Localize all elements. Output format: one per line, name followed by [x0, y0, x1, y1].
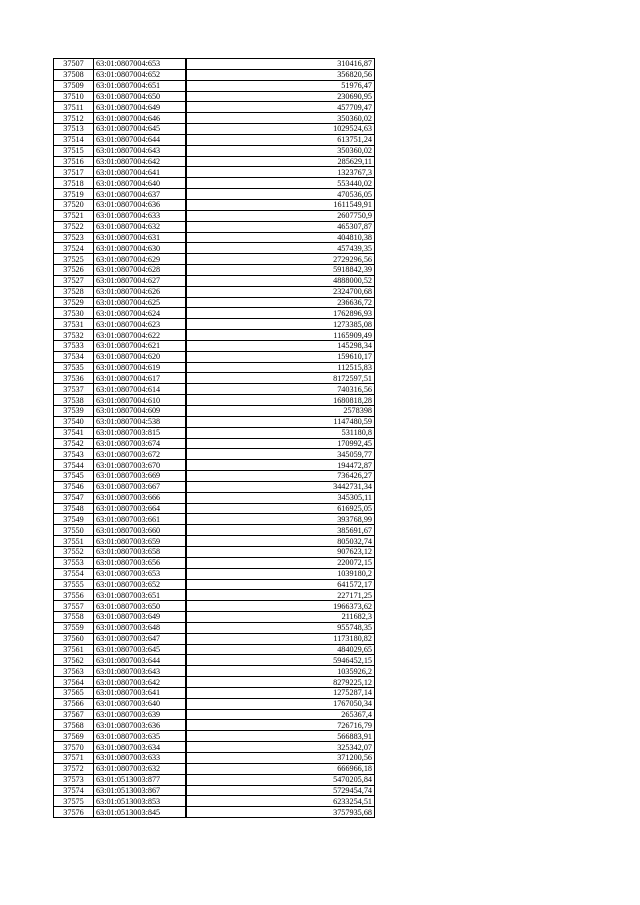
table-body — [54, 59, 375, 818]
cadastral-value: 457709,47 — [186, 102, 375, 113]
row-number: 37515 — [54, 145, 94, 156]
row-number: 37547 — [54, 492, 94, 503]
cadastral-value: 404810,38 — [186, 232, 375, 243]
table-row — [54, 471, 375, 482]
cadastral-number: 63:01:0807004:649 — [94, 102, 187, 113]
cadastral-value: 220072,15 — [186, 557, 375, 568]
table-row — [54, 677, 375, 688]
cadastral-value: 8279225,12 — [186, 677, 375, 688]
cadastral-value: 350360,02 — [186, 113, 375, 124]
table-row — [54, 731, 375, 742]
cadastral-number: 63:01:0807004:621 — [94, 340, 187, 351]
cadastral-number: 63:01:0807003:672 — [94, 449, 187, 460]
row-number: 37555 — [54, 579, 94, 590]
row-number: 37517 — [54, 167, 94, 178]
row-number: 37576 — [54, 807, 94, 818]
table-row — [54, 113, 375, 124]
table-row — [54, 406, 375, 417]
cadastral-value: 8172597,51 — [186, 373, 375, 384]
row-number: 37568 — [54, 720, 94, 731]
cadastral-value: 194472,87 — [186, 460, 375, 471]
cadastral-value: 613751,24 — [186, 134, 375, 145]
table-row — [54, 156, 375, 167]
table-row — [54, 796, 375, 807]
cadastral-number: 63:01:0807003:653 — [94, 568, 187, 579]
cadastral-number: 63:01:0513003:867 — [94, 785, 187, 796]
row-number: 37511 — [54, 102, 94, 113]
cadastral-value: 907623,12 — [186, 546, 375, 557]
cadastral-number: 63:01:0807004:631 — [94, 232, 187, 243]
row-number: 37549 — [54, 514, 94, 525]
table-row — [54, 655, 375, 666]
table-row — [54, 340, 375, 351]
table-row — [54, 59, 375, 70]
row-number: 37536 — [54, 373, 94, 384]
cadastral-value: 3442731,34 — [186, 481, 375, 492]
table-row — [54, 395, 375, 406]
table-row — [54, 807, 375, 818]
row-number: 37530 — [54, 308, 94, 319]
cadastral-number: 63:01:0807004:624 — [94, 308, 187, 319]
cadastral-number: 63:01:0807003:652 — [94, 579, 187, 590]
table-row — [54, 438, 375, 449]
table-row — [54, 189, 375, 200]
cadastral-value: 641572,17 — [186, 579, 375, 590]
cadastral-number: 63:01:0807004:640 — [94, 178, 187, 189]
cadastral-value: 1966373,62 — [186, 601, 375, 612]
cadastral-value: 1147480,59 — [186, 416, 375, 427]
cadastral-value: 1611549,91 — [186, 199, 375, 210]
row-number: 37541 — [54, 427, 94, 438]
cadastral-number: 63:01:0807004:651 — [94, 80, 187, 91]
table-row — [54, 720, 375, 731]
cadastral-number: 63:01:0807004:630 — [94, 243, 187, 254]
cadastral-number: 63:01:0807003:667 — [94, 481, 187, 492]
cadastral-number: 63:01:0807004:614 — [94, 384, 187, 395]
cadastral-number: 63:01:0807004:622 — [94, 330, 187, 341]
row-number: 37559 — [54, 622, 94, 633]
cadastral-number: 63:01:0807003:661 — [94, 514, 187, 525]
cadastral-number: 63:01:0807004:632 — [94, 221, 187, 232]
table-row — [54, 633, 375, 644]
row-number: 37528 — [54, 286, 94, 297]
table-row — [54, 232, 375, 243]
table-row — [54, 319, 375, 330]
cadastral-value: 1035926,2 — [186, 666, 375, 677]
cadastral-value: 2729296,56 — [186, 254, 375, 265]
cadastral-number: 63:01:0807004:538 — [94, 416, 187, 427]
table-row — [54, 362, 375, 373]
row-number: 37548 — [54, 503, 94, 514]
cadastral-value: 1273385,08 — [186, 319, 375, 330]
row-number: 37558 — [54, 612, 94, 623]
cadastral-value: 356820,56 — [186, 69, 375, 80]
row-number: 37542 — [54, 438, 94, 449]
cadastral-value: 740316,56 — [186, 384, 375, 395]
cadastral-value: 159610,17 — [186, 351, 375, 362]
cadastral-number: 63:01:0807003:634 — [94, 742, 187, 753]
cadastral-number: 63:01:0807003:649 — [94, 612, 187, 623]
table-row — [54, 590, 375, 601]
row-number: 37562 — [54, 655, 94, 666]
row-number: 37561 — [54, 644, 94, 655]
cadastral-number: 63:01:0807004:643 — [94, 145, 187, 156]
row-number: 37567 — [54, 709, 94, 720]
cadastral-value: 227171,25 — [186, 590, 375, 601]
table-row — [54, 763, 375, 774]
table-row — [54, 492, 375, 503]
cadastral-value: 955748,35 — [186, 622, 375, 633]
table-row — [54, 612, 375, 623]
table-row — [54, 178, 375, 189]
cadastral-number: 63:01:0807003:674 — [94, 438, 187, 449]
cadastral-value: 1323767,3 — [186, 167, 375, 178]
table-row — [54, 536, 375, 547]
cadastral-value: 1029524,63 — [186, 124, 375, 135]
cadastral-value: 5918842,39 — [186, 265, 375, 276]
cadastral-number: 63:01:0807003:658 — [94, 546, 187, 557]
row-number: 37514 — [54, 134, 94, 145]
cadastral-number: 63:01:0807004:645 — [94, 124, 187, 135]
cadastral-value: 3757935,68 — [186, 807, 375, 818]
cadastral-value: 5470205,84 — [186, 774, 375, 785]
cadastral-value: 385691,67 — [186, 525, 375, 536]
table-row — [54, 265, 375, 276]
cadastral-number: 63:01:0807003:660 — [94, 525, 187, 536]
cadastral-value: 805032,74 — [186, 536, 375, 547]
cadastral-number: 63:01:0807003:640 — [94, 698, 187, 709]
table-row — [54, 134, 375, 145]
cadastral-number: 63:01:0807003:669 — [94, 471, 187, 482]
cadastral-value: 1762896,93 — [186, 308, 375, 319]
row-number: 37534 — [54, 351, 94, 362]
cadastral-number: 63:01:0807003:642 — [94, 677, 187, 688]
cadastral-number: 63:01:0807003:815 — [94, 427, 187, 438]
table-row — [54, 709, 375, 720]
cadastral-number: 63:01:0807003:659 — [94, 536, 187, 547]
table-row — [54, 601, 375, 612]
cadastral-number: 63:01:0807004:633 — [94, 210, 187, 221]
cadastral-number: 63:01:0807003:664 — [94, 503, 187, 514]
cadastral-value: 112515,83 — [186, 362, 375, 373]
table-row — [54, 666, 375, 677]
row-number: 37532 — [54, 330, 94, 341]
cadastral-value: 2324700,68 — [186, 286, 375, 297]
cadastral-value: 2607750,9 — [186, 210, 375, 221]
cadastral-value: 1680818,28 — [186, 395, 375, 406]
cadastral-number: 63:01:0807003:636 — [94, 720, 187, 731]
cadastral-number: 63:01:0513003:853 — [94, 796, 187, 807]
table-row — [54, 546, 375, 557]
cadastral-value: 1173180,82 — [186, 633, 375, 644]
table-row — [54, 254, 375, 265]
row-number: 37570 — [54, 742, 94, 753]
row-number: 37566 — [54, 698, 94, 709]
cadastral-value: 285629,11 — [186, 156, 375, 167]
cadastral-value: 484029,65 — [186, 644, 375, 655]
row-number: 37543 — [54, 449, 94, 460]
row-number: 37574 — [54, 785, 94, 796]
row-number: 37556 — [54, 590, 94, 601]
row-number: 37527 — [54, 275, 94, 286]
cadastral-number: 63:01:0807004:617 — [94, 373, 187, 384]
cadastral-value: 4888000,52 — [186, 275, 375, 286]
cadastral-value: 1275287,14 — [186, 687, 375, 698]
cadastral-number: 63:01:0807003:645 — [94, 644, 187, 655]
row-number: 37526 — [54, 265, 94, 276]
cadastral-number: 63:01:0807004:644 — [94, 134, 187, 145]
row-number: 37516 — [54, 156, 94, 167]
cadastral-number: 63:01:0807004:642 — [94, 156, 187, 167]
table-row — [54, 221, 375, 232]
table-row — [54, 167, 375, 178]
row-number: 37520 — [54, 199, 94, 210]
row-number: 37544 — [54, 460, 94, 471]
cadastral-number: 63:01:0807004:653 — [94, 59, 187, 70]
cadastral-number: 63:01:0807004:636 — [94, 199, 187, 210]
table-row — [54, 124, 375, 135]
table-row — [54, 698, 375, 709]
cadastral-number: 63:01:0807003:650 — [94, 601, 187, 612]
row-number: 37529 — [54, 297, 94, 308]
row-number: 37539 — [54, 406, 94, 417]
cadastral-value: 51976,47 — [186, 80, 375, 91]
cadastral-number: 63:01:0807004:609 — [94, 406, 187, 417]
row-number: 37551 — [54, 536, 94, 547]
row-number: 37564 — [54, 677, 94, 688]
cadastral-number: 63:01:0807004:646 — [94, 113, 187, 124]
row-number: 37508 — [54, 69, 94, 80]
cadastral-value: 371200,56 — [186, 753, 375, 764]
cadastral-value: 393768,99 — [186, 514, 375, 525]
cadastral-table — [53, 58, 375, 818]
cadastral-number: 63:01:0807004:610 — [94, 395, 187, 406]
cadastral-number: 63:01:0807003:644 — [94, 655, 187, 666]
cadastral-number: 63:01:0807004:619 — [94, 362, 187, 373]
cadastral-number: 63:01:0807004:620 — [94, 351, 187, 362]
row-number: 37573 — [54, 774, 94, 785]
table-row — [54, 525, 375, 536]
cadastral-value: 5946452,15 — [186, 655, 375, 666]
row-number: 37575 — [54, 796, 94, 807]
cadastral-value: 666966,18 — [186, 763, 375, 774]
cadastral-value: 345059,77 — [186, 449, 375, 460]
cadastral-value: 211682,3 — [186, 612, 375, 623]
cadastral-number: 63:01:0513003:877 — [94, 774, 187, 785]
table-row — [54, 742, 375, 753]
cadastral-value: 265367,4 — [186, 709, 375, 720]
table-row — [54, 774, 375, 785]
row-number: 37519 — [54, 189, 94, 200]
row-number: 37512 — [54, 113, 94, 124]
cadastral-value: 236636,72 — [186, 297, 375, 308]
row-number: 37524 — [54, 243, 94, 254]
row-number: 37507 — [54, 59, 94, 70]
row-number: 37509 — [54, 80, 94, 91]
row-number: 37545 — [54, 471, 94, 482]
cadastral-number: 63:01:0807004:641 — [94, 167, 187, 178]
table-row — [54, 460, 375, 471]
cadastral-value: 310416,87 — [186, 59, 375, 70]
cadastral-number: 63:01:0807004:652 — [94, 69, 187, 80]
cadastral-value: 470536,05 — [186, 189, 375, 200]
row-number: 37533 — [54, 340, 94, 351]
table-row — [54, 568, 375, 579]
row-number: 37571 — [54, 753, 94, 764]
table-row — [54, 427, 375, 438]
table-row — [54, 297, 375, 308]
row-number: 37523 — [54, 232, 94, 243]
row-number: 37569 — [54, 731, 94, 742]
cadastral-number: 63:01:0807004:650 — [94, 91, 187, 102]
table-row — [54, 91, 375, 102]
table-row — [54, 644, 375, 655]
cadastral-number: 63:01:0807003:647 — [94, 633, 187, 644]
row-number: 37540 — [54, 416, 94, 427]
cadastral-number: 63:01:0807003:641 — [94, 687, 187, 698]
table-row — [54, 557, 375, 568]
cadastral-value: 1039180,2 — [186, 568, 375, 579]
cadastral-value: 350360,02 — [186, 145, 375, 156]
cadastral-value: 465307,87 — [186, 221, 375, 232]
cadastral-value: 553440,02 — [186, 178, 375, 189]
row-number: 37557 — [54, 601, 94, 612]
cadastral-number: 63:01:0807004:623 — [94, 319, 187, 330]
cadastral-value: 1767050,34 — [186, 698, 375, 709]
cadastral-value: 6233254,51 — [186, 796, 375, 807]
table-row — [54, 481, 375, 492]
table-row — [54, 579, 375, 590]
cadastral-value: 145298,34 — [186, 340, 375, 351]
cadastral-number: 63:01:0807003:643 — [94, 666, 187, 677]
table-row — [54, 102, 375, 113]
table-row — [54, 308, 375, 319]
table-row — [54, 243, 375, 254]
cadastral-value: 531180,8 — [186, 427, 375, 438]
row-number: 37550 — [54, 525, 94, 536]
table-row — [54, 145, 375, 156]
cadastral-value: 736426,27 — [186, 471, 375, 482]
table-row — [54, 275, 375, 286]
table-row — [54, 384, 375, 395]
row-number: 37518 — [54, 178, 94, 189]
table-row — [54, 69, 375, 80]
cadastral-number: 63:01:0807003:670 — [94, 460, 187, 471]
cadastral-number: 63:01:0807003:656 — [94, 557, 187, 568]
table-row — [54, 687, 375, 698]
row-number: 37535 — [54, 362, 94, 373]
cadastral-number: 63:01:0807004:629 — [94, 254, 187, 265]
cadastral-number: 63:01:0807003:635 — [94, 731, 187, 742]
table-row — [54, 416, 375, 427]
cadastral-value: 616925,05 — [186, 503, 375, 514]
row-number: 37563 — [54, 666, 94, 677]
cadastral-number: 63:01:0807004:628 — [94, 265, 187, 276]
cadastral-value: 325342,07 — [186, 742, 375, 753]
row-number: 37554 — [54, 568, 94, 579]
row-number: 37521 — [54, 210, 94, 221]
cadastral-value: 726716,79 — [186, 720, 375, 731]
row-number: 37522 — [54, 221, 94, 232]
row-number: 37531 — [54, 319, 94, 330]
table-row — [54, 503, 375, 514]
row-number: 37572 — [54, 763, 94, 774]
cadastral-number: 63:01:0807003:651 — [94, 590, 187, 601]
row-number: 37552 — [54, 546, 94, 557]
row-number: 37510 — [54, 91, 94, 102]
cadastral-number: 63:01:0513003:845 — [94, 807, 187, 818]
row-number: 37565 — [54, 687, 94, 698]
cadastral-value: 170992,45 — [186, 438, 375, 449]
cadastral-number: 63:01:0807004:627 — [94, 275, 187, 286]
cadastral-value: 5729454,74 — [186, 785, 375, 796]
table-row — [54, 622, 375, 633]
table-row — [54, 199, 375, 210]
cadastral-number: 63:01:0807004:626 — [94, 286, 187, 297]
cadastral-value: 1165909,49 — [186, 330, 375, 341]
table-row — [54, 351, 375, 362]
row-number: 37537 — [54, 384, 94, 395]
cadastral-number: 63:01:0807003:666 — [94, 492, 187, 503]
table-row — [54, 514, 375, 525]
table-row — [54, 210, 375, 221]
table-row — [54, 753, 375, 764]
cadastral-number: 63:01:0807003:648 — [94, 622, 187, 633]
cadastral-number: 63:01:0807004:625 — [94, 297, 187, 308]
cadastral-number: 63:01:0807003:633 — [94, 753, 187, 764]
table-row — [54, 330, 375, 341]
cadastral-value: 566883,91 — [186, 731, 375, 742]
cadastral-value: 345305,11 — [186, 492, 375, 503]
cadastral-number: 63:01:0807003:639 — [94, 709, 187, 720]
row-number: 37513 — [54, 124, 94, 135]
table-row — [54, 373, 375, 384]
row-number: 37560 — [54, 633, 94, 644]
cadastral-value: 2578398 — [186, 406, 375, 417]
row-number: 37525 — [54, 254, 94, 265]
table-row — [54, 80, 375, 91]
cadastral-number: 63:01:0807004:637 — [94, 189, 187, 200]
row-number: 37546 — [54, 481, 94, 492]
row-number: 37538 — [54, 395, 94, 406]
table-row — [54, 286, 375, 297]
table-row — [54, 785, 375, 796]
table-row — [54, 449, 375, 460]
cadastral-number: 63:01:0807003:632 — [94, 763, 187, 774]
row-number: 37553 — [54, 557, 94, 568]
cadastral-value: 230690,95 — [186, 91, 375, 102]
cadastral-value: 457439,35 — [186, 243, 375, 254]
